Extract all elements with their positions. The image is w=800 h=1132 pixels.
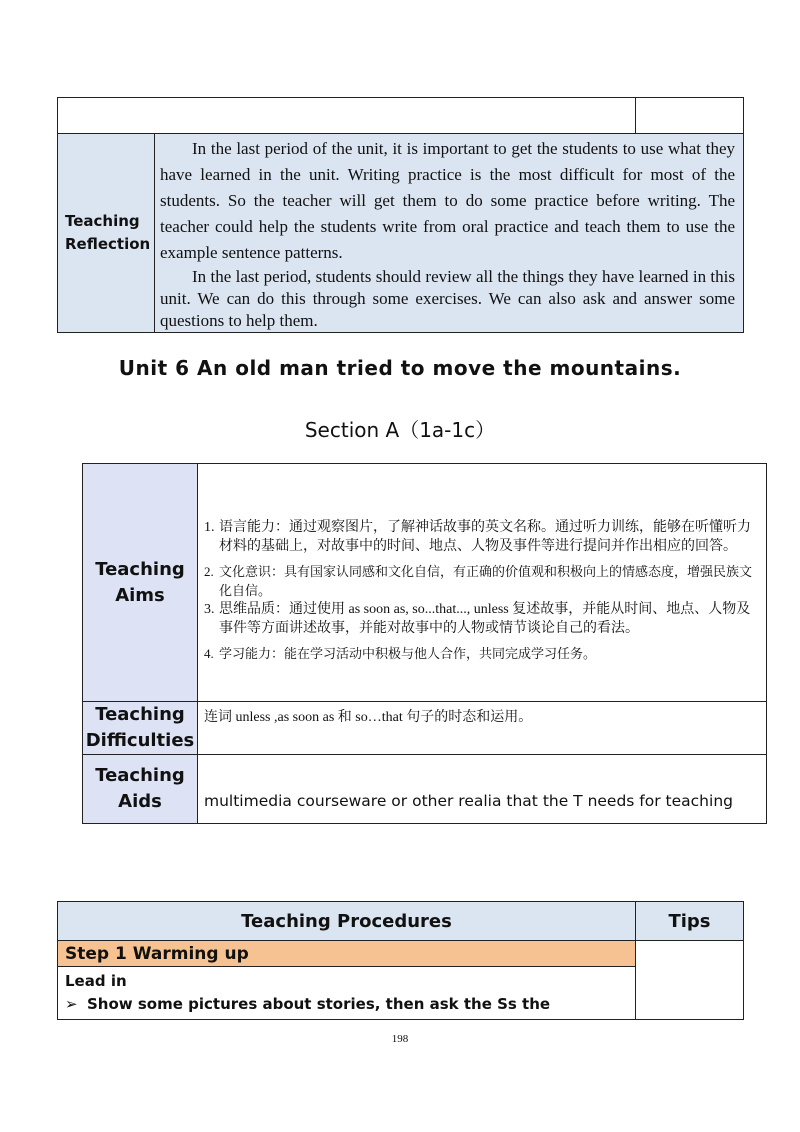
aims-label: Teaching Aims [83, 464, 198, 702]
step-heading: Step 1 Warming up [58, 941, 636, 967]
lead-in-title: Lead in [65, 972, 127, 990]
difficulties-cell: 连词 unless ,as soon as 和 so…that 句子的时态和运用。 [198, 702, 767, 755]
aim-item: 2. 文化意识：具有国家认同感和文化自信，有正确的价值观和积极向上的情感态度，增强民族文化自信。 [204, 564, 753, 598]
reflection-label: Teaching Reflection [58, 134, 155, 333]
bullet-item [65, 993, 628, 1016]
empty-content-cell [58, 98, 636, 134]
unit-title: Unit 6 An old man tried to move the mountains. [118, 356, 682, 380]
bullet-text: Show some pictures about stories, then ask the Ss the [87, 995, 551, 1013]
reflection-paragraph-2: In the last period, students should review all the things they have learned in this unit. We can do this through some exercises. We can also ask and answer some questions to help them. [160, 267, 735, 330]
page-number: 198 [391, 1033, 409, 1045]
reflection-paragraph-1: In the last period of the unit, it is important to get the students to use what they have learned in the unit. Writing practice is the most difficult for most of the students. So the teacher will get them to do some practice before writing. The teacher could help the students write from oral practice and teach them to use the example sentence patterns. [160, 139, 735, 262]
lead-in-cell [58, 967, 636, 1020]
procedures-header: Teaching Procedures [58, 902, 636, 941]
procedures-table [57, 901, 744, 1020]
tips-cell [636, 941, 744, 1020]
lesson-plan-table [82, 463, 767, 824]
aim-item: 1. 语言能力：通过观察图片，了解神话故事的英文名称。通过听力训练，能够在听懂听力材料的基础上，对故事中的时间、地点、人物及事件等进行提问并作出相应的回答。 [204, 520, 751, 554]
section-title: Section A（1a-1c） [304, 418, 496, 442]
difficulties-label: Teaching Difficulties [83, 702, 198, 755]
aids-label: Teaching Aids [83, 755, 198, 824]
aim-item: 3. 思维品质：通过使用 as soon as, so...that..., unless 复述故事，并能从时间、地点、人物及事件等方面讲述故事，并能对故事中的人物或情节谈论自己的看法。 [204, 602, 751, 636]
reflection-table [57, 97, 744, 333]
tips-header: Tips [636, 902, 744, 941]
reflection-body [155, 134, 744, 333]
aims-list [204, 518, 758, 663]
aims-cell [198, 464, 767, 702]
empty-tips-cell [636, 98, 744, 134]
aids-cell: multimedia courseware or other realia that the T needs for teaching [198, 755, 767, 824]
arrow-bullet-icon: ➢ [65, 995, 78, 1013]
aim-item: 4. 学习能力：能在学习活动中积极与他人合作，共同完成学习任务。 [204, 646, 597, 661]
